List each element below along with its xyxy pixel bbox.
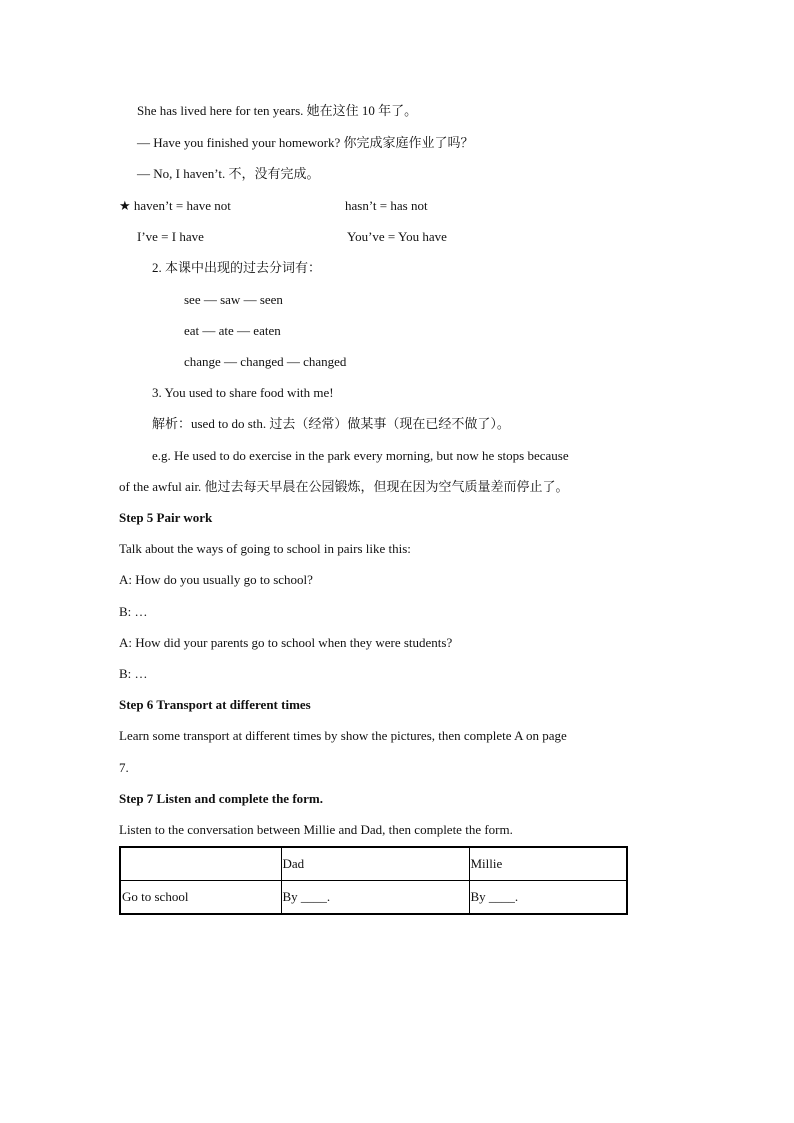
step7-intro: Listen to the conversation between Millie and Dad, then complete the form. bbox=[119, 822, 513, 837]
row-label-go-to-school: Go to school bbox=[120, 881, 281, 915]
dad-answer-blank[interactable]: By ____. bbox=[281, 881, 469, 915]
header-cell-empty bbox=[120, 847, 281, 881]
step5-answer-1: B: … bbox=[119, 604, 148, 619]
used-to-sentence: 3. You used to share food with me! bbox=[152, 385, 334, 400]
table-row bbox=[120, 881, 627, 915]
example-sentence-present-perfect: She has lived here for ten years. 她在这住 10 年了。 bbox=[137, 103, 418, 118]
contraction-youve: You’ve = You have bbox=[347, 229, 447, 244]
past-participles-heading: 2. 本课中出现的过去分词有： bbox=[152, 260, 322, 275]
verb-forms-see: see — saw — seen bbox=[184, 292, 283, 307]
verb-forms-eat: eat — ate — eaten bbox=[184, 323, 281, 338]
contraction-hasnt: hasn’t = has not bbox=[345, 198, 428, 213]
verb-forms-change: change — changed — changed bbox=[184, 354, 347, 369]
used-to-example: e.g. He used to do exercise in the park every morning, but now he stops because bbox=[152, 448, 569, 463]
step5-answer-2: B: … bbox=[119, 666, 148, 681]
step6-text: Learn some transport at different times by show the pictures, then complete A on page bbox=[119, 728, 567, 743]
step5-question-1: A: How do you usually go to school? bbox=[119, 572, 313, 587]
step6-text-cont: 7. bbox=[119, 760, 129, 775]
step5-question-2: A: How did your parents go to school when they were students? bbox=[119, 635, 453, 650]
step7-heading: Step 7 Listen and complete the form. bbox=[119, 791, 324, 806]
used-to-example-cont: of the awful air. 他过去每天早晨在公园锻炼，但现在因为空气质量差而停止了。 bbox=[119, 479, 569, 494]
dialog-question: — Have you finished your homework? 你完成家庭作业了吗？ bbox=[137, 135, 474, 150]
listening-form-table bbox=[119, 846, 628, 915]
used-to-explanation: 解析：used to do sth. 过去（经常）做某事（现在已经不做了）。 bbox=[152, 416, 510, 431]
dialog-answer: — No, I haven’t. 不，没有完成。 bbox=[137, 166, 320, 181]
step5-heading: Step 5 Pair work bbox=[119, 510, 213, 525]
step5-intro: Talk about the ways of going to school in pairs like this: bbox=[119, 541, 411, 556]
header-cell-dad: Dad bbox=[281, 847, 469, 881]
contraction-havent: ★ haven’t = have not bbox=[119, 198, 231, 213]
table-header-row bbox=[120, 847, 627, 881]
millie-answer-blank[interactable]: By ____. bbox=[469, 881, 627, 915]
header-cell-millie: Millie bbox=[469, 847, 627, 881]
contraction-ive: I’ve = I have bbox=[137, 229, 204, 244]
step6-heading: Step 6 Transport at different times bbox=[119, 697, 311, 712]
